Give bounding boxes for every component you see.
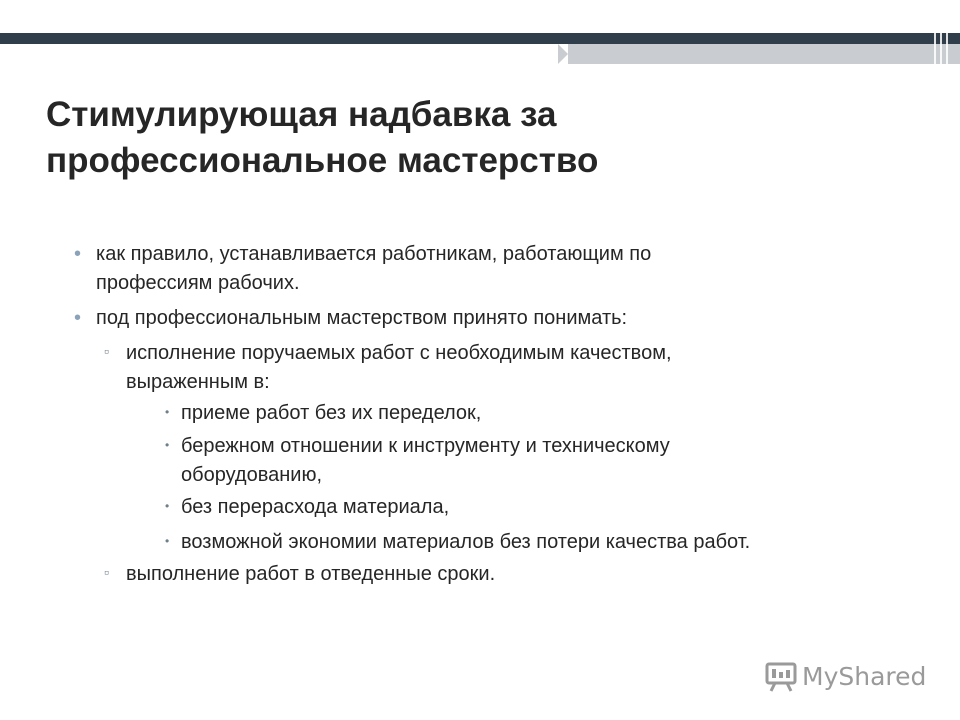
list-item: • без перерасхода материала,	[181, 493, 449, 522]
watermark-logo	[764, 656, 926, 696]
bullet-small-dot-icon: •	[165, 405, 170, 419]
list-item: ▫ выполнение работ в отведенные сроки.	[126, 560, 495, 589]
top-bar-stripe	[946, 33, 948, 64]
bullet-small-dot-icon: •	[165, 438, 170, 452]
list-item: • под профессиональным мастерством принято понимать:	[96, 304, 627, 333]
bullet-dot-icon: •	[74, 243, 82, 265]
top-bar-stripe	[934, 33, 936, 64]
bullet-square-icon: ▫	[104, 343, 109, 359]
top-bar-light	[568, 44, 960, 64]
top-bar-stripe	[940, 33, 942, 64]
list-item: • возможной экономии материалов без потери качества работ.	[181, 528, 750, 557]
slide-title-line-1: Стимулирующая надбавка за	[46, 95, 557, 134]
list-item: • бережном отношении к инструменту и техническому оборудованию,	[181, 432, 670, 490]
slide-title-line-2: профессиональное мастерство	[46, 141, 599, 180]
bullet-small-dot-icon: •	[165, 534, 170, 548]
bullet-dot-icon: •	[74, 307, 82, 329]
list-item: ▫ исполнение поручаемых работ с необходимым качеством, выраженным в:	[126, 339, 672, 397]
watermark-text: MyShared	[802, 661, 927, 691]
list-item: • как правило, устанавливается работникам, работающим по профессиям рабочих.	[96, 240, 651, 298]
presentation-board-icon	[764, 659, 798, 693]
top-bar-arrow	[558, 44, 568, 64]
bullet-small-dot-icon: •	[165, 499, 170, 513]
slide-title	[46, 92, 906, 184]
top-bar-dark	[0, 33, 960, 44]
list-item: • приеме работ без их переделок,	[181, 399, 481, 428]
bullet-square-icon: ▫	[104, 564, 109, 580]
